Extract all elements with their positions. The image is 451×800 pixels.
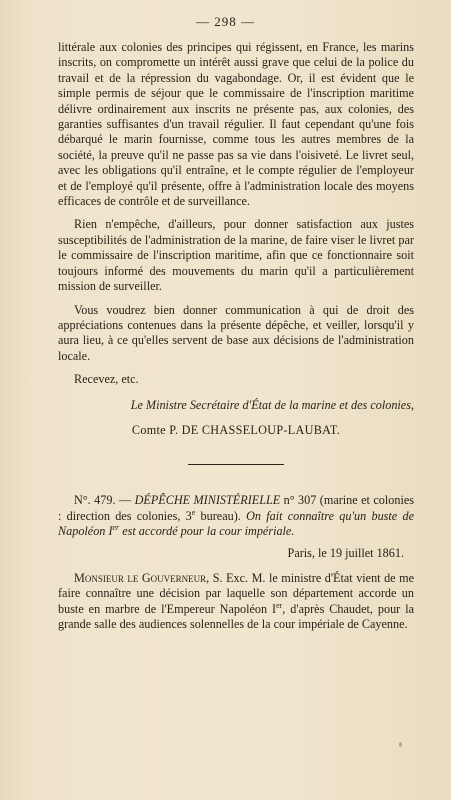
despatch-title: DÉPÊCHE MINISTÉRIELLE xyxy=(134,493,281,508)
despatch-body xyxy=(58,571,414,633)
paragraph: Rien n'empêche, d'ailleurs, pour donner satisfaction aux justes susceptibilités de l'administration de la marine, de faire viser le livret par le commissaire de l'inscription maritime, afin que ce fonctionnaire soit toujours informé des mouvements du marin qu'il a particulièrement mission de surveiller. xyxy=(58,217,414,294)
despatch-number: N°. 479. — xyxy=(74,493,135,508)
signature-surname: CHASSELOUP-LAUBAT. xyxy=(201,422,341,437)
paragraph-continued: littérale aux colonies des principes qui régissent, en France, les marins inscrits, on compromette un intérêt aussi grave que celui de la police du travail et de la répression du vagabondage. Or, il est évident que le simple permis de séjour que le commissaire de l'inscription maritime délivre ordinairement aux inscrits ne présente pas, aux colonies, des garanties suffisantes d'un travail régulier. Il faut cependant qu'une fois débarqué le marin fournisse, comme tous les autres membres de la société, la preuve qu'il ne passe pas sa vie dans l'oisiveté. Le livret seul, avec les obligations qu'il entraîne, et le compte régulier de l'employeur et de l'employé qu'il présente, offre à l'administration locale des moyens efficaces de contrôle et de surveillance. xyxy=(58,40,414,209)
signature-name-prefix: Comte P. DE xyxy=(131,422,202,437)
despatch-reference-end: bureau). xyxy=(195,508,247,523)
signature-name xyxy=(58,423,414,438)
despatch-reference: n° 307 (marine et colonies : direction des colonies, 3 xyxy=(58,493,414,523)
despatch-summary-sup: er xyxy=(112,523,120,533)
despatch-summary: On fait connaître qu'un buste de Napoléon I xyxy=(58,508,414,539)
despatch-heading xyxy=(58,493,414,539)
dateline: Paris, le 19 juillet 1861. xyxy=(287,545,404,560)
page-number: — 298 — xyxy=(196,14,255,29)
page-body xyxy=(58,40,414,633)
paragraph: Vous voudrez bien donner communication à qui de droit des appréciations contenues dans la présente dépêche, et veiller, lorsqu'il y aura lieu, à ce qu'elles servent de base aux décisions de l'administration locale. xyxy=(58,302,414,363)
closing-formula: Recevez, etc. xyxy=(74,372,139,387)
despatch-body-text: , S. Exc. M. le ministre d'État vient de me faire connaître une décision par laquelle son département accorde un buste en marbre de l'Empereur Napoléon I xyxy=(58,570,414,616)
paper-blemish xyxy=(399,742,402,747)
despatch-body-end: , d'après Chaudet, pour la grande salle des audiences solennelles de la cour impériale de Cayenne. xyxy=(58,601,414,632)
section-divider xyxy=(188,464,284,465)
signature-title: Le Ministre Secrétaire d'État de la marine et des colonies, xyxy=(130,397,414,412)
despatch-summary-end: est accordé pour la cour impériale. xyxy=(119,524,295,539)
despatch-reference-sup: e xyxy=(191,507,196,517)
salutation: Monsieur le Gouverneur xyxy=(74,570,207,585)
despatch-body-sup: er xyxy=(276,600,283,610)
